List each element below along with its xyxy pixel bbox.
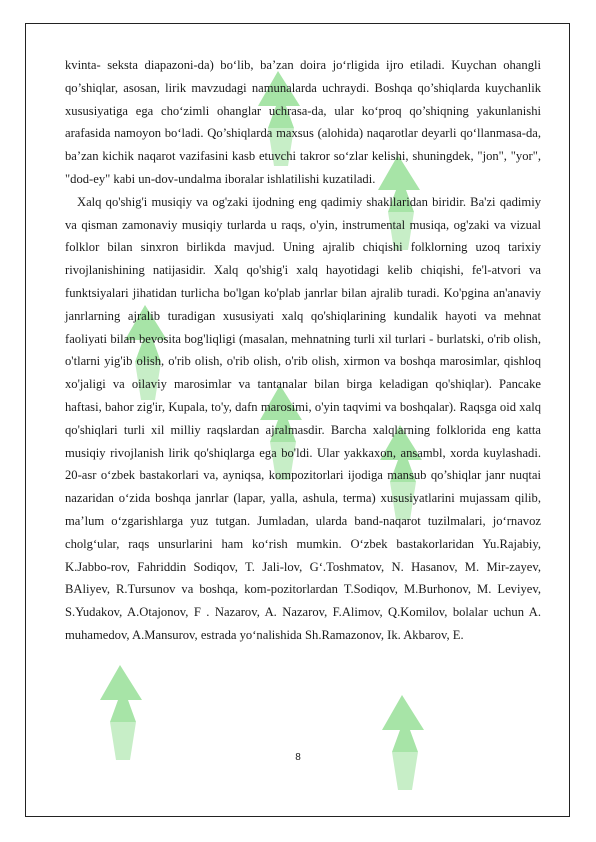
page-number: 8 <box>295 752 301 763</box>
paragraph-folk-song: Xalq qo'shig'i musiqiy va og'zaki ijodning eng qadimiy shakllaridan biridir. Ba'zi qadimiy va qisman zamonaviy musiqiy turlarda u raqs, o'yin, instrumental musiqa, og'zaki va vizual folklor bilan sinxron birlikda mavjud. Uning ajralib chiqishi folklorning uzoq tarixiy rivojlanishining natijasidir. Xalq qo'shig'i xalq hayotidagi kelib chiqishi, fe'l-atvori va funktsiyalari jihatidan turlicha bo'lgan ko'plab janrlar bilan ajralib turadi. Ko'pgina an'anaviy janrlarning ajralib turadigan xususiyati xalq qo'shiqlarining kundalik hayoti va mehnat faoliyati bilan bevosita bog'liqligi (masalan, mehnatning turli xil turlari - burlatski, o'rib olish, o'tlarni yig'ib olish, o'rib olish, o'rib olish, o'rib olish, xirmon va boshqa marosimlar, qishloq xo'jaligi va oilaviy marosimlar va tantanalar bilan birga keladigan qo'shiqlar). Pancake haftasi, bahor zig'ir, Kupala, to'y, dafn marosimi, o'yin taqvimi va boshqalar). Raqsga oid xalq qo'shiqlari turli xil milliy raqslardan ajralmasdir. Barcha xalqlarning folklorida eng katta musiqiy rivojlanish lirik qo'shiqlarga ega bo'ldi. Ular yakkaxon, ansambl, xorda kuylashadi. 20-asr o‘zbek bastakorlari va, ayniqsa, kompozitorlari ijodiga mansub qo’shiqlar janr nuqtai nazaridan o‘zida boshqa janrlar (lapar, yalla, ashula, terma) xususiyatlarini mujassam qilib, ma’lum o‘zgarishlarga yuz tutgan. Jumladan, ularda band-naqarot tuzilmalari, jo‘rnavoz cholg‘ular, raqs unsurlarini ham ko‘rish mumkin. O‘zbek bastakorlaridan Yu.Rajabiy, K.Jabbo-rov, Fahriddin Sodiqov, T. Jali-lov, G‘.Toshmatov, N. Hasanov, M. Mir-zayev, BAliyev, R.Tursunov va boshqa, kom-pozitorlardan T.Sodiqov, M.Burhonov, M. Leviyev, S.Yudakov, A.Otajonov, F . Nazarov, A. Nazarov, F.Alimov, Q.Komilov, bolalar uchun A. muhamedov, A.Mansurov, estrada yo‘nalishida Sh.Ramazonov, Ik. Akbarov, E. <box>65 194 541 642</box>
document-body <box>65 54 541 647</box>
paragraph-continuation: kvinta- seksta diapazoni-da) bo‘lib, ba’zan doira jo‘rligida ijro etiladi. Kuychan ohangli qo’shiqlar, asosan, lirik mavzudagi namunalarda uchraydi. Boshqa qo’shiqlarda kuychanlik xususiyatiga ega cho‘zimli ohanglar uchrasa-da, ular ko‘proq qo’shiqning yakunlanishi arafasida namoyon bo‘ladi. Qo’shiqlarda maxsus (alohida) naqarotlar deyarli qo‘llanmasa-da, ba’zan kichik naqarot vazifasini kasb etuvchi takror so‘zlar kelishi, shuningdek, "jon", "yor", "dod-ey" kabi un-dov-undalma iboralar ishlatilishi kuzatiladi. <box>65 58 541 186</box>
